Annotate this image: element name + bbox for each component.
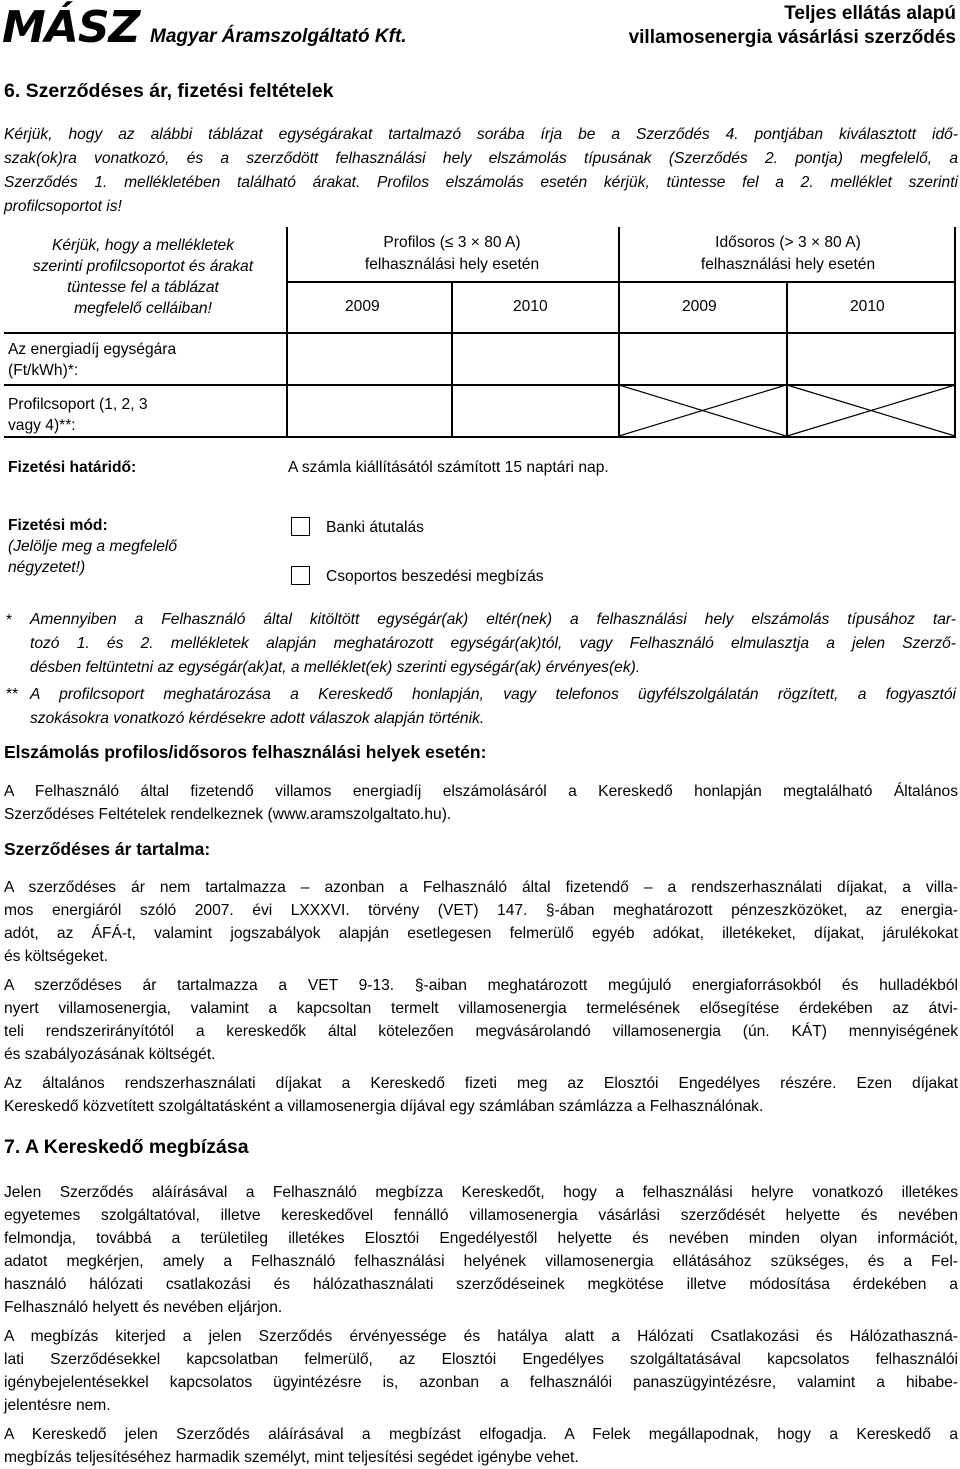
table-instruction-line: szerinti profilcsoportot és árakat <box>32 258 254 275</box>
section7-title: 7. A Kereskedő megbízása <box>4 1136 249 1158</box>
settlement-line: A Felhasználó által fizetendő villamos energiadíj elszámolásáról a Kereskedő honlapján megtalálható Általános <box>4 783 958 800</box>
payment-method-label <box>8 515 177 578</box>
year-header: 2010 <box>850 298 885 315</box>
mandate-line: A megbízás kiterjed a jelen Szerződés érvényessége és hatálya alatt a Hálózati Csatlakozási és Hálózathaszná- <box>4 1328 958 1345</box>
year-header: 2010 <box>513 298 548 315</box>
contract-price-line: adót, az ÁFÁ-t, valamint jogszabályok alapján esetlegesen felmerülő egyéb adókat, illetékeket, díjakat, járulékokat <box>4 925 958 942</box>
payment-method-hint: (Jelölje meg a megfelelő <box>8 538 178 555</box>
profile-group-label <box>8 394 148 436</box>
section6-intro-line: Kérjük, hogy az alábbi táblázat egységárakat tartalmazó sorába írja be a Szerződés 4. pontjában kiválasztott idő- <box>4 126 958 143</box>
crossed-out-cell <box>618 384 956 437</box>
document-title-line1: Teljes ellátás alapú <box>784 3 956 24</box>
deadline-label: Fizetési határidő: <box>8 459 137 476</box>
company-name: Magyar Áramszolgáltató Kft. <box>150 26 407 47</box>
profile-group-label-line: Profilcsoport (1, 2, 3 <box>8 396 148 413</box>
bank-transfer-label: Banki átutalás <box>326 519 424 536</box>
contract-price-line: A szerződéses ár nem tartalmazza – azonban a Felhasználó által fizetendő – a rendszerhasználati díjakat, a villa- <box>4 879 958 896</box>
settlement-title: Elszámolás profilos/idősoros felhasználási helyek esetén: <box>4 742 487 762</box>
energy-price-idosoros-2010[interactable] <box>788 334 953 383</box>
energy-price-label <box>8 339 176 381</box>
payment-method-hint: négyzetet!) <box>8 559 86 576</box>
contract-price-title: Szerződéses ár tartalma: <box>4 839 211 859</box>
mandate-line: jelentésre nem. <box>4 1397 111 1414</box>
table-instruction-line: tüntesse fel a táblázat <box>67 279 219 296</box>
direct-debit-label: Csoportos beszedési megbízás <box>326 568 544 585</box>
direct-debit-checkbox[interactable] <box>291 566 310 585</box>
profile-group-2010[interactable] <box>453 386 617 435</box>
table-instruction <box>4 235 282 319</box>
settlement-line: Szerződéses Feltételek rendelkeznek (www.aramszolgaltato.hu). <box>4 806 452 823</box>
profile-group-2009[interactable] <box>288 386 450 435</box>
profilos-header-line: felhasználási hely esetén <box>364 256 540 273</box>
bank-transfer-checkbox[interactable] <box>291 517 310 536</box>
contract-price-line: mos energiáról szóló 2007. évi LXXXVI. törvény (VET) 147. §-ában meghatározott pénzeszközöket, az energia- <box>4 902 958 919</box>
mandate-line: A Kereskedő jelen Szerződés aláírásával a megbízást elfogadja. A Felek megállapodnak, hogy a Kereskedő a <box>4 1426 958 1443</box>
energy-price-idosoros-2009[interactable] <box>620 334 785 383</box>
document-title <box>629 2 956 50</box>
profile-group-label-line: vagy 4)**: <box>8 417 76 434</box>
contract-price-line: nyert villamosenergia, valamint a kapcsoltan termelt villamosenergia termelésének elősegítése érdekében az átvi- <box>4 1000 958 1017</box>
contract-price-line: és költségeket. <box>4 948 109 965</box>
company-logo: MÁSZ <box>2 2 140 53</box>
mandate-line: felmondja, továbbá a területileg illetékes Elosztói Engedélyestől helyette és nevében minden olyan információt, <box>4 1230 958 1247</box>
payment-method-title: Fizetési mód: <box>8 517 108 534</box>
energy-price-label-line: Az energiadíj egységára <box>8 341 177 358</box>
section6-intro-line: profilcsoportot is! <box>4 198 122 215</box>
footnote-line: désben feltüntetni az egységár(ak)at, a melléklet(ek) szerinti egységár(ak) érvényes(ek). <box>30 659 641 676</box>
table-instruction-line: Kérjük, hogy a mellékletek <box>51 237 235 254</box>
footnote-line: Amennyiben a Felhasználó által kitöltött egységár(ak) eltér(nek) a felhasználási hely elszámolás típusához tar- <box>30 611 956 628</box>
mandate-line: megbízás teljesítéséhez harmadik személyt, mint teljesítési segédet igénybe vehet. <box>4 1449 579 1466</box>
idosoros-header-line: Idősoros (> 3 × 80 A) <box>715 234 861 251</box>
year-header: 2009 <box>345 298 380 315</box>
energy-price-profilos-2009[interactable] <box>288 334 450 383</box>
energy-price-label-line: (Ft/kWh)*: <box>8 362 79 379</box>
profilos-header <box>287 232 617 276</box>
table-rule <box>286 281 956 283</box>
mandate-line: Felhasználó helyett és nevében eljárjon. <box>4 1299 283 1316</box>
contract-price-line: Az általános rendszerhasználati díjakat a Kereskedő fizeti meg az Elosztói Engedélyes részére. Ezen díjakat <box>4 1075 958 1092</box>
idosoros-header <box>620 232 956 276</box>
table-instruction-line: megfelelő celláiban! <box>74 300 212 317</box>
mandate-line: igénybejelentésekkel kapcsolatos ügyintézésre is, azonban a felhasználói panaszügyintézésre, valamint a hibabe- <box>4 1374 958 1391</box>
contract-price-line: teli rendszerirányítótól a kereskedők által kötelezően megvásárolandó villamosenergia (ún. KÁT) mennyiségének <box>4 1023 958 1040</box>
energy-price-profilos-2010[interactable] <box>453 334 617 383</box>
profilos-header-line: Profilos (≤ 3 × 80 A) <box>383 234 521 251</box>
deadline-value: A számla kiállításától számított 15 naptári nap. <box>288 459 609 476</box>
year-header: 2009 <box>682 298 717 315</box>
footnote-mark: * <box>6 612 13 629</box>
footnote-line: A profilcsoport meghatározása a Kereskedő honlapján, vagy telefonos ügyfélszolgálatán rögzített, a fogyasztói <box>30 686 956 703</box>
section6-title: 6. Szerződéses ár, fizetési feltételek <box>4 80 334 102</box>
document-title-line2: villamosenergia vásárlási szerződés <box>628 27 956 48</box>
contract-price-line: Kereskedő közvetített szolgáltatásként a villamosenergia díjával egy számlában számlázza a Felhasználónak. <box>4 1098 764 1115</box>
mandate-line: lati Szerződésekkel kapcsolatban felmerülő, az Elosztói Engedélyes szolgáltatásával kapcsolatos felhasználói <box>4 1351 958 1368</box>
mandate-line: Jelen Szerződés aláírásával a Felhasználó megbízza Kereskedőt, hogy a felhasználási helyre vonatkozó illetékes <box>4 1184 958 1201</box>
mandate-line: használó hálózati csatlakozási és hálózathasználati szerződéseinek megkötése illetve módosítása érdekében a <box>4 1276 958 1293</box>
idosoros-header-line: felhasználási hely esetén <box>700 256 876 273</box>
section6-intro-line: szak(ok)ra vonatkozó, és a szerződött felhasználási hely elszámolás típusának (Szerződés 2. pontja) megfelelő, a <box>4 150 958 167</box>
footnote-mark: ** <box>6 686 19 703</box>
footnote-line: szokásokra vonatkozó kérdésekre adott válaszok alapján történik. <box>30 710 485 727</box>
section6-intro-line: Szerződés 1. mellékletében található árakat. Profilos elszámolás esetén kérjük, tüntesse fel a 2. melléklet szerinti <box>4 174 958 191</box>
mandate-line: egyetemes szolgáltatóval, illetve kereskedővel fennálló villamosenergia vásárlási szerződését helyette és nevében <box>4 1207 958 1224</box>
contract-price-line: A szerződéses ár tartalmazza a VET 9-13. §-aiban meghatározott megújuló energiaforrásokból és hulladékból <box>4 977 958 994</box>
mandate-line: adatot megkérjen, amely a Felhasználó felhasználási helyének villamosenergia ellátásához szükséges, és a Fel- <box>4 1253 958 1270</box>
footnote-line: tozó 1. és 2. mellékletek alapján meghatározott egységár(ak)tól, vagy Felhasználó elmulasztja a jelen Szerző- <box>30 635 956 652</box>
contract-price-line: és szabályozásának költségét. <box>4 1046 216 1063</box>
